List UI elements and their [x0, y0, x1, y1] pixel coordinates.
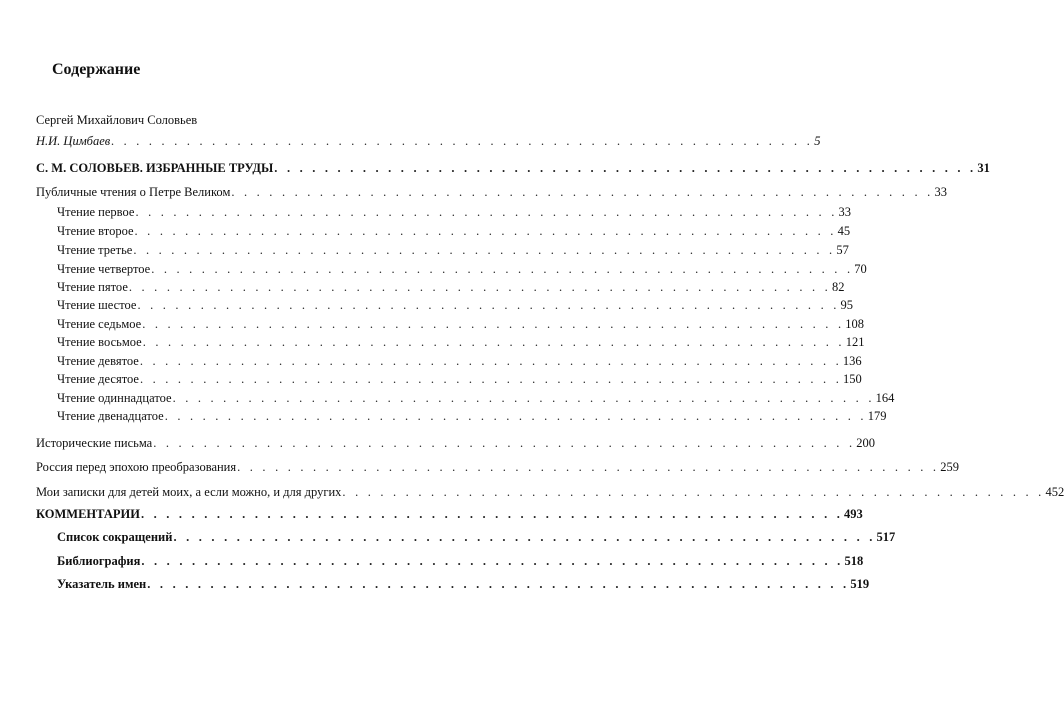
toc-page-number: 164 [875, 391, 895, 405]
toc-leader-dots: . . . . . . . . . . . . . . . . . . . . . . . . . . . . . . . . . . . . . . . . . . . . . . . . . . . . . . . . [139, 354, 842, 368]
toc-entry-label: Список сокращений [57, 530, 173, 544]
toc-entry-label: С. М. СОЛОВЬЕВ. ИЗБРАННЫЕ ТРУДЫ [36, 161, 274, 175]
toc-page-number: 82 [831, 280, 845, 294]
toc-entry-reading-7 [57, 316, 865, 332]
toc-entry-my-notes [36, 484, 1064, 500]
toc-entry-label: Указатель имен [57, 577, 147, 591]
toc-page-number: 517 [876, 530, 896, 544]
toc-entry-reading-5 [57, 279, 845, 295]
toc-entry-label: Исторические письма [36, 436, 153, 450]
toc-entry-russia-before-reforms [36, 459, 959, 475]
toc-page-number: 200 [856, 436, 876, 450]
toc-entry-reading-11 [57, 390, 895, 406]
toc-entry-label: Чтение первое [57, 205, 135, 219]
toc-entry-label: Библиография [57, 554, 141, 568]
toc-entry-reading-10 [57, 371, 862, 387]
toc-entry-reading-1 [57, 204, 852, 220]
toc-page-number: 519 [850, 577, 870, 591]
toc-page-number: 121 [845, 335, 865, 349]
toc-entry-label: Чтение третье [57, 243, 133, 257]
toc-entry-label: Чтение десятое [57, 372, 139, 386]
toc-page-number: 31 [977, 161, 990, 175]
toc-leader-dots: . . . . . . . . . . . . . . . . . . . . . . . . . . . . . . . . . . . . . . . . . . . . . . . . . . . . . . . . [137, 298, 840, 312]
toc-leader-dots: . . . . . . . . . . . . . . . . . . . . . . . . . . . . . . . . . . . . . . . . . . . . . . . . . . . . . . . . [237, 460, 940, 474]
toc-entry-reading-12 [57, 408, 887, 424]
toc-entry-label: Чтение двенадцатое [57, 409, 164, 423]
toc-page-number: 95 [840, 298, 854, 312]
toc-entry-bibliography [57, 553, 864, 569]
toc-entry-historical-letters [36, 435, 876, 451]
toc-leader-dots: . . . . . . . . . . . . . . . . . . . . . . . . . . . . . . . . . . . . . . . . . . . . . . . . . . . . . . . . [140, 507, 844, 521]
toc-leader-dots: . . . . . . . . . . . . . . . . . . . . . . . . . . . . . . . . . . . . . . . . . . . . . . . . . . . . . . . . [172, 391, 875, 405]
toc-leader-dots: . . . . . . . . . . . . . . . . . . . . . . . . . . . . . . . . . . . . . . . . . . . . . . . . . . . . . . . . [128, 280, 831, 294]
toc-leader-dots: . . . . . . . . . . . . . . . . . . . . . . . . . . . . . . . . . . . . . . . . . . . . . . . . . . . . . . . . [342, 485, 1045, 499]
toc-leader-dots: . . . . . . . . . . . . . . . . . . . . . . . . . . . . . . . . . . . . . . . . . . . . . . . . . . . . . . . . [274, 161, 977, 175]
toc-entry-abbreviations [57, 529, 896, 545]
toc-entry-public-readings [36, 184, 947, 200]
toc-entry-reading-6 [57, 297, 854, 313]
toc-entry-label: Россия перед эпохою преобразования [36, 460, 237, 474]
toc-entry-label: Чтение четвертое [57, 262, 151, 276]
toc-entry-label: Чтение второе [57, 224, 134, 238]
toc-page-number: 5 [814, 134, 821, 148]
toc-page-number: 259 [940, 460, 959, 474]
toc-entry-selected-works [36, 160, 990, 176]
toc-leader-dots: . . . . . . . . . . . . . . . . . . . . . . . . . . . . . . . . . . . . . . . . . . . . . . . . . . . . . . . . [231, 185, 934, 199]
toc-entry-label: Публичные чтения о Петре Великом [36, 185, 231, 199]
toc-entry-label: Мои записки для детей моих, а если можно, и для других [36, 485, 342, 499]
toc-page-number: 518 [844, 554, 864, 568]
page-title: Содержание [52, 61, 141, 78]
toc-leader-dots: . . . . . . . . . . . . . . . . . . . . . . . . . . . . . . . . . . . . . . . . . . . . . . . . . . . . . . . . [153, 436, 856, 450]
toc-page-number: 452 [1045, 485, 1064, 499]
toc-entry-reading-2 [57, 223, 851, 239]
toc-leader-dots: . . . . . . . . . . . . . . . . . . . . . . . . . . . . . . . . . . . . . . . . . . . . . . . . . . . . . . . . [173, 530, 876, 544]
toc-entry-label: КОММЕНТАРИИ [36, 507, 140, 521]
toc-page-number: 108 [845, 317, 865, 331]
toc-page-number: 179 [867, 409, 887, 423]
toc-page-number: 33 [838, 205, 852, 219]
toc-leader-dots: . . . . . . . . . . . . . . . . . . . . . . . . . . . . . . . . . . . . . . . . . . . . . . . . . . . . . . . . [142, 317, 845, 331]
toc-page-number: 493 [844, 507, 863, 521]
toc-page-number: 45 [837, 224, 851, 238]
toc-entry-reading-8 [57, 334, 865, 350]
toc-leader-dots: . . . . . . . . . . . . . . . . . . . . . . . . . . . . . . . . . . . . . . . . . . . . . . . . . . . . . . . . [133, 243, 836, 257]
toc-leader-dots: . . . . . . . . . . . . . . . . . . . . . . . . . . . . . . . . . . . . . . . . . . . . . . . . . . . . . . . . [142, 335, 845, 349]
toc-entry-label: Чтение седьмое [57, 317, 142, 331]
toc-leader-dots: . . . . . . . . . . . . . . . . . . . . . . . . . . . . . . . . . . . . . . . . . . . . . . . . . . . . . . . . [147, 577, 850, 591]
toc-entry-label: Чтение пятое [57, 280, 128, 294]
toc-leader-dots: . . . . . . . . . . . . . . . . . . . . . . . . . . . . . . . . . . . . . . . . . . . . . . . . . . . . . . . . [134, 224, 837, 238]
toc-entry-reading-4 [57, 261, 867, 277]
toc-entry-label: Чтение одиннадцатое [57, 391, 172, 405]
toc-entry-name-index [57, 576, 870, 592]
toc-entry-label: Н.И. Цимбаев [36, 134, 111, 148]
toc-entry-intro [36, 133, 821, 149]
toc-entry-commentary [36, 506, 863, 522]
toc-entry-label: Чтение шестое [57, 298, 137, 312]
toc-leader-dots: . . . . . . . . . . . . . . . . . . . . . . . . . . . . . . . . . . . . . . . . . . . . . . . . . . . . . . . . [151, 262, 854, 276]
toc-leader-dots: . . . . . . . . . . . . . . . . . . . . . . . . . . . . . . . . . . . . . . . . . . . . . . . . . . . . . . . . [164, 409, 867, 423]
toc-entry-reading-9 [57, 353, 862, 369]
toc-page-number: 57 [836, 243, 849, 257]
toc-page-number: 150 [843, 372, 862, 386]
toc-leader-dots: . . . . . . . . . . . . . . . . . . . . . . . . . . . . . . . . . . . . . . . . . . . . . . . . . . . . . . . . [135, 205, 838, 219]
toc-author-line: Сергей Михайлович Соловьев [36, 113, 198, 127]
toc-entry-label: Чтение девятое [57, 354, 139, 368]
toc-page-number: 33 [934, 185, 947, 199]
toc-entry-label: Чтение восьмое [57, 335, 142, 349]
toc-page-number: 136 [842, 354, 862, 368]
toc-leader-dots: . . . . . . . . . . . . . . . . . . . . . . . . . . . . . . . . . . . . . . . . . . . . . . . . . . . . . . . . [141, 554, 844, 568]
toc-entry-reading-3 [57, 242, 849, 258]
toc-leader-dots: . . . . . . . . . . . . . . . . . . . . . . . . . . . . . . . . . . . . . . . . . . . . . . . . . . . . . . . . [111, 134, 814, 148]
toc-page-number: 70 [854, 262, 867, 276]
toc-leader-dots: . . . . . . . . . . . . . . . . . . . . . . . . . . . . . . . . . . . . . . . . . . . . . . . . . . . . . . . . [139, 372, 843, 386]
